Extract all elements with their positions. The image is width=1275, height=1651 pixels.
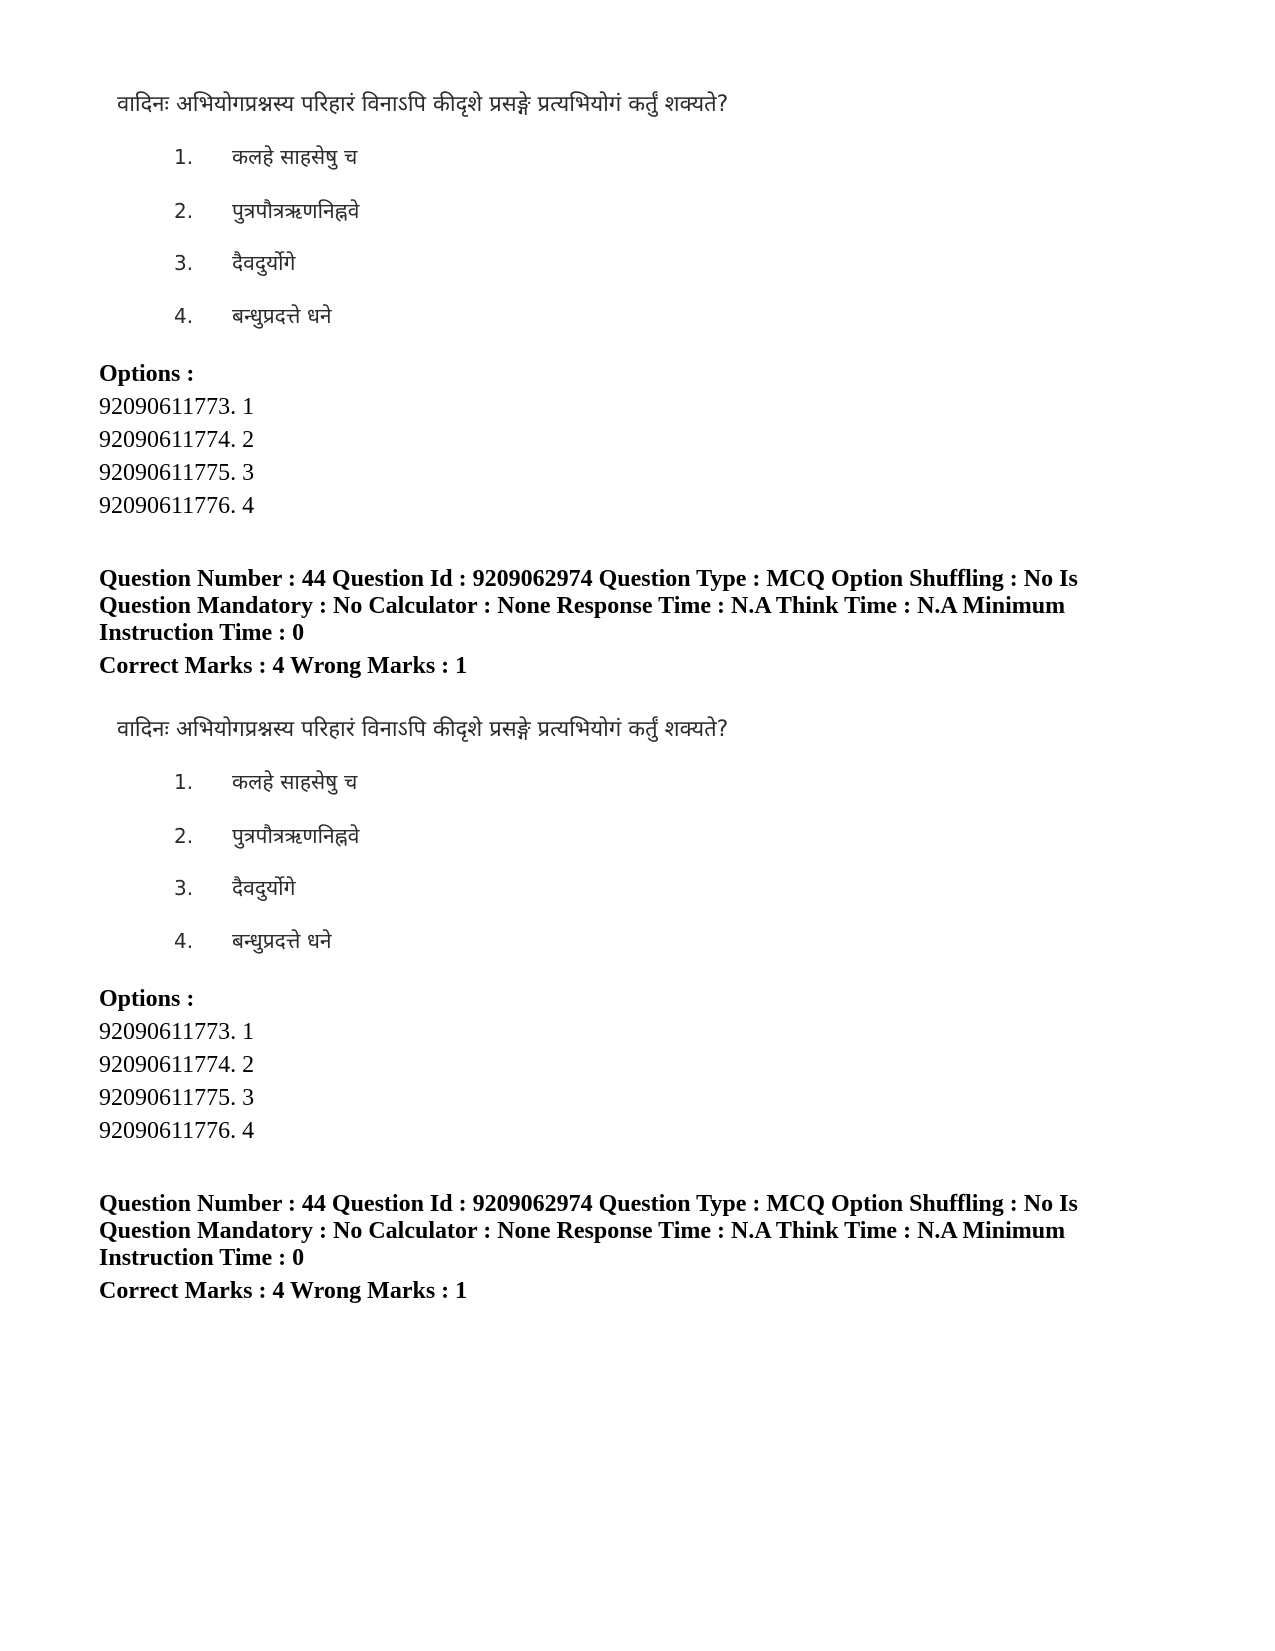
choice-number: 1.	[174, 770, 194, 794]
question-block-2	[0, 625, 1275, 1271]
choice-number: 2.	[174, 824, 194, 848]
choice-item	[174, 822, 359, 850]
option-line: 92090611775. 3	[99, 1085, 255, 1111]
choice-number: 2.	[174, 199, 194, 223]
choice-text: बन्धुप्रदत्ते धने	[232, 929, 332, 953]
choice-item	[174, 768, 357, 796]
options-label: Options :	[99, 361, 195, 387]
option-line: 92090611773. 1	[99, 1019, 255, 1045]
choice-text: दैवदुर्योगे	[232, 251, 296, 275]
choice-item	[174, 197, 359, 225]
choice-item	[174, 302, 332, 330]
question-meta-line: Question Mandatory : No Calculator : None Response Time : N.A Think Time : N.A Minimum	[99, 1218, 1066, 1244]
marks-line: Correct Marks : 4 Wrong Marks : 1	[99, 653, 468, 679]
option-line: 92090611776. 4	[99, 493, 255, 519]
choice-number: 4.	[174, 929, 194, 953]
options-label: Options :	[99, 986, 195, 1012]
question-meta-line: Question Number : 44 Question Id : 9209062974 Question Type : MCQ Option Shuffling : No Is	[99, 1191, 1078, 1217]
option-line: 92090611774. 2	[99, 1052, 255, 1078]
choice-item	[174, 874, 295, 902]
choice-number: 3.	[174, 251, 194, 275]
choice-text: कलहे साहसेषु च	[232, 770, 358, 794]
choice-number: 1.	[174, 145, 194, 169]
choice-text: पुत्रपौत्रऋणनिह्नवे	[232, 199, 360, 223]
question-text: वादिनः अभियोगप्रश्नस्य परिहारं विनाऽपि कीदृशे प्रसङ्गे प्रत्यभियोगं कर्तुं शक्यते?	[117, 717, 729, 742]
option-line: 92090611776. 4	[99, 1118, 255, 1144]
choice-text: बन्धुप्रदत्ते धने	[232, 304, 332, 328]
option-line: 92090611773. 1	[99, 394, 255, 420]
choice-text: कलहे साहसेषु च	[232, 145, 358, 169]
option-line: 92090611775. 3	[99, 460, 255, 486]
choice-item	[174, 927, 332, 955]
choice-text: दैवदुर्योगे	[232, 876, 296, 900]
question-meta-line: Question Mandatory : No Calculator : None Response Time : N.A Think Time : N.A Minimum	[99, 593, 1066, 619]
question-meta-line: Question Number : 44 Question Id : 9209062974 Question Type : MCQ Option Shuffling : No Is	[99, 566, 1078, 592]
marks-line: Correct Marks : 4 Wrong Marks : 1	[99, 1278, 468, 1304]
question-block-1	[0, 0, 1275, 646]
choice-number: 3.	[174, 876, 194, 900]
question-meta-line: Instruction Time : 0	[99, 1245, 305, 1271]
choice-text: पुत्रपौत्रऋणनिह्नवे	[232, 824, 360, 848]
choice-item	[174, 143, 357, 171]
option-line: 92090611774. 2	[99, 427, 255, 453]
choice-number: 4.	[174, 304, 194, 328]
question-meta-line: Instruction Time : 0	[99, 620, 305, 646]
choice-item	[174, 249, 295, 277]
question-text: वादिनः अभियोगप्रश्नस्य परिहारं विनाऽपि कीदृशे प्रसङ्गे प्रत्यभियोगं कर्तुं शक्यते?	[117, 92, 729, 117]
